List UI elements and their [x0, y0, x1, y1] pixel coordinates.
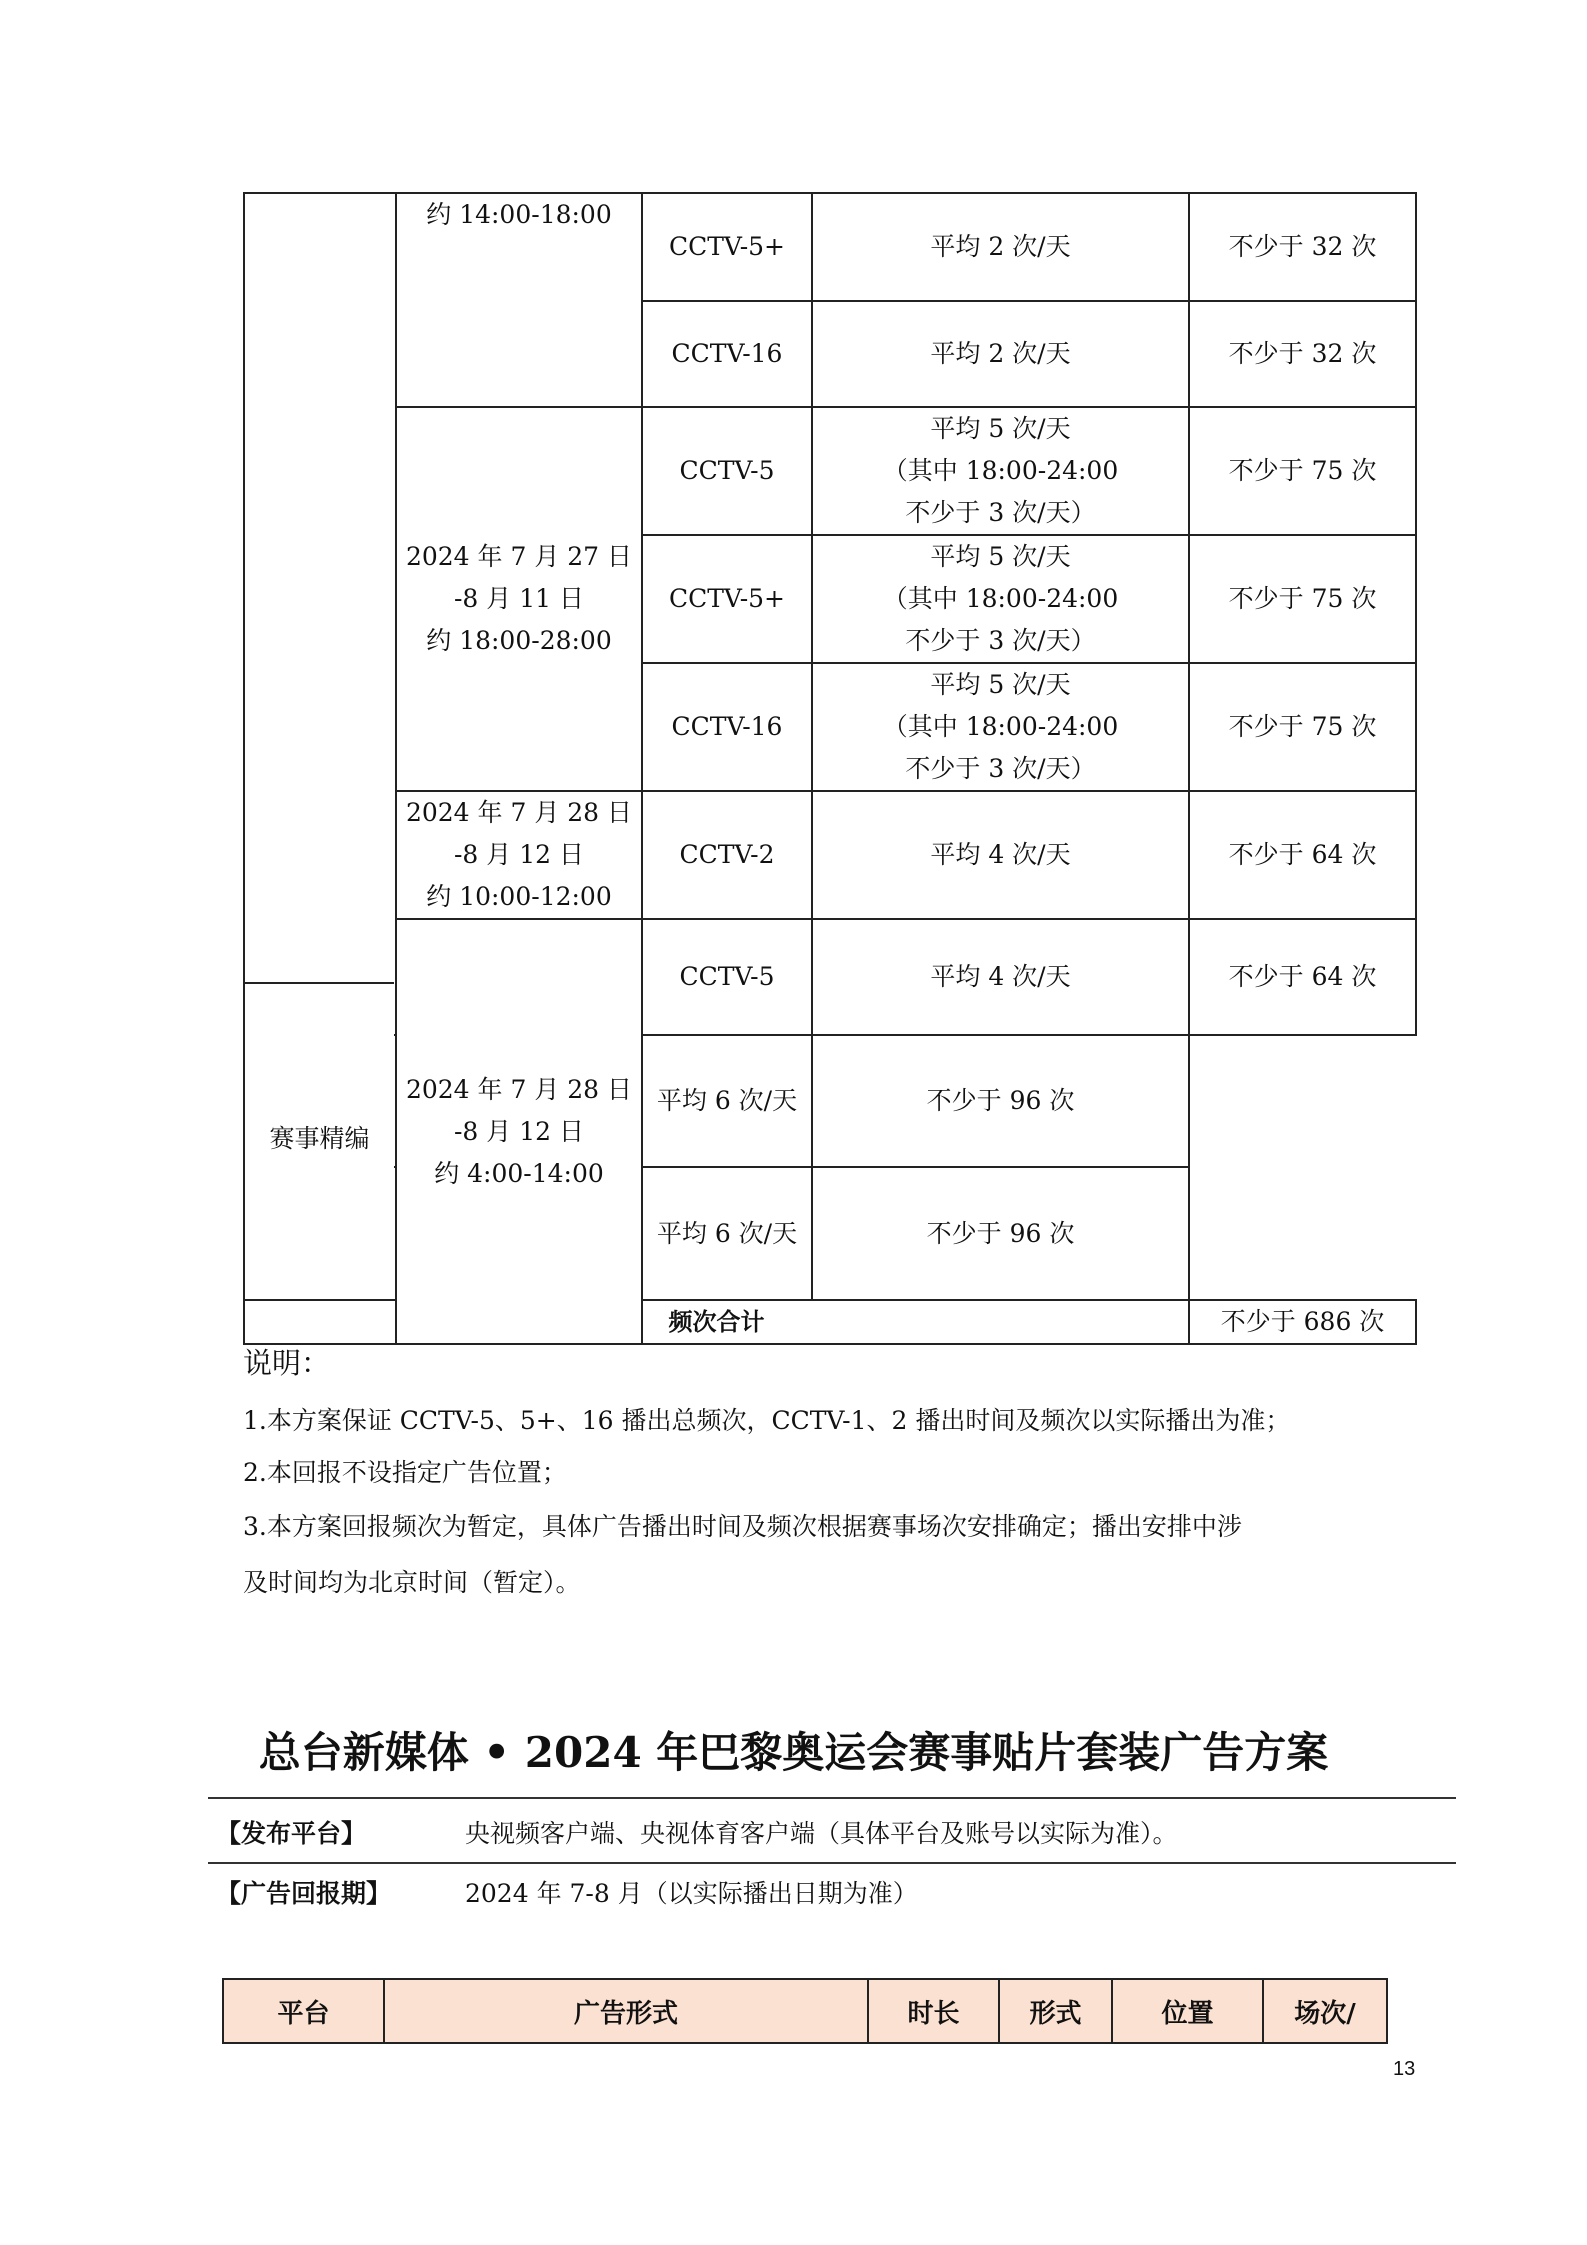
- platform-label: 【发布平台】: [216, 1819, 367, 1848]
- category-cell: [245, 982, 394, 1290]
- note-item: 2.本回报不设指定广告位置；: [243, 1458, 567, 1487]
- divider: [208, 1797, 1456, 1799]
- total-cell: 不少于 96 次: [812, 1167, 1189, 1300]
- platform-value: 央视频客户端、央视体育客户端（具体平台及账号以实际为准）。: [465, 1819, 1178, 1848]
- total-cell: 不少于 75 次: [1189, 407, 1416, 535]
- header-ad-format: 广告形式: [384, 1979, 868, 2043]
- time-cell: [396, 791, 642, 919]
- notes: [243, 1345, 1423, 1611]
- frequency-cell: 平均 6 次/天: [642, 1035, 812, 1167]
- freq-line: （其中 18:00-24:00: [882, 712, 1119, 741]
- divider: [208, 1862, 1456, 1864]
- period-value: 2024 年 7-8 月（以实际播出日期为准）: [465, 1879, 918, 1908]
- note-item: 1.本方案保证 CCTV-5、5+、16 播出总频次，CCTV-1、2 播出时间及频次以实际播出为准；: [243, 1406, 1291, 1435]
- summary-label: 频次合计: [244, 1300, 1189, 1344]
- time-cell: [396, 193, 642, 407]
- time-text: 约 14:00-18:00: [426, 200, 612, 229]
- time-line: 2024 年 7 月 28 日: [405, 798, 633, 827]
- total-cell: 不少于 64 次: [1189, 919, 1416, 1035]
- total-cell: 不少于 75 次: [1189, 663, 1416, 791]
- header-duration: 时长: [868, 1979, 999, 2043]
- frequency-cell: [812, 535, 1189, 663]
- total-cell: 不少于 75 次: [1189, 535, 1416, 663]
- total-cell: 不少于 64 次: [1189, 791, 1416, 919]
- time-cell: [396, 407, 642, 791]
- freq-line: 平均 5 次/天: [930, 542, 1071, 571]
- header-platform: 平台: [223, 1979, 384, 2043]
- freq-line: 不少于 3 次/天）: [905, 498, 1096, 527]
- notes-heading: 说明：: [243, 1346, 331, 1380]
- freq-line: 平均 5 次/天: [930, 414, 1071, 443]
- frequency-cell: [812, 663, 1189, 791]
- frequency-cell: 平均 4 次/天: [812, 919, 1189, 1035]
- period-label: 【广告回报期】: [216, 1879, 392, 1908]
- time-line: 2024 年 7 月 28 日: [405, 1074, 633, 1104]
- schedule-table: [243, 192, 1417, 1345]
- page-number: 13: [1393, 2058, 1416, 2080]
- header-sessions: 场次/: [1263, 1979, 1387, 2043]
- time-line: -8 月 11 日: [453, 584, 584, 613]
- channel-cell: CCTV-5: [642, 407, 812, 535]
- freq-line: 平均 5 次/天: [930, 670, 1071, 699]
- total-cell: 不少于 96 次: [812, 1035, 1189, 1167]
- freq-line: （其中 18:00-24:00: [882, 456, 1119, 485]
- time-cell: [396, 919, 642, 1344]
- frequency-cell: 平均 4 次/天: [812, 791, 1189, 919]
- channel-cell: CCTV-16: [642, 663, 812, 791]
- time-line: 约 4:00-14:00: [434, 1158, 604, 1188]
- category-text: 赛事精编: [269, 1124, 370, 1153]
- channel-cell: CCTV-16: [642, 301, 812, 407]
- freq-line: （其中 18:00-24:00: [882, 584, 1119, 613]
- channel-cell: CCTV-5+: [642, 193, 812, 301]
- frequency-cell: 平均 6 次/天: [642, 1167, 812, 1300]
- channel-cell: CCTV-5: [642, 919, 812, 1035]
- category-cell-empty: [244, 193, 396, 1035]
- time-line: 约 18:00-28:00: [426, 626, 612, 655]
- freq-line: 不少于 3 次/天）: [905, 754, 1096, 783]
- frequency-cell: 平均 2 次/天: [812, 301, 1189, 407]
- channel-cell: CCTV-2: [642, 791, 812, 919]
- total-cell: 不少于 32 次: [1189, 301, 1416, 407]
- summary-total: 不少于 686 次: [1189, 1300, 1416, 1344]
- frequency-cell: [812, 407, 1189, 535]
- time-line: -8 月 12 日: [453, 840, 584, 869]
- total-cell: 不少于 32 次: [1189, 193, 1416, 301]
- time-line: -8 月 12 日: [453, 1116, 584, 1146]
- time-line: 2024 年 7 月 27 日: [405, 542, 633, 571]
- header-form: 形式: [999, 1979, 1112, 2043]
- channel-cell: CCTV-5+: [642, 535, 812, 663]
- note-item: 3.本方案回报频次为暂定，具体广告播出时间及频次根据赛事场次安排确定；播出安排中涉: [243, 1512, 1242, 1541]
- freq-line: 不少于 3 次/天）: [905, 626, 1096, 655]
- section-title: 总台新媒体 • 2024 年巴黎奥运会赛事贴片套装广告方案: [258, 1728, 1329, 1777]
- frequency-cell: 平均 2 次/天: [812, 193, 1189, 301]
- time-line: 约 10:00-12:00: [426, 882, 612, 911]
- header-position: 位置: [1112, 1979, 1263, 2043]
- note-item: 及时间均为北京时间（暂定）。: [243, 1568, 581, 1597]
- ad-format-table-header: [222, 1978, 1388, 2044]
